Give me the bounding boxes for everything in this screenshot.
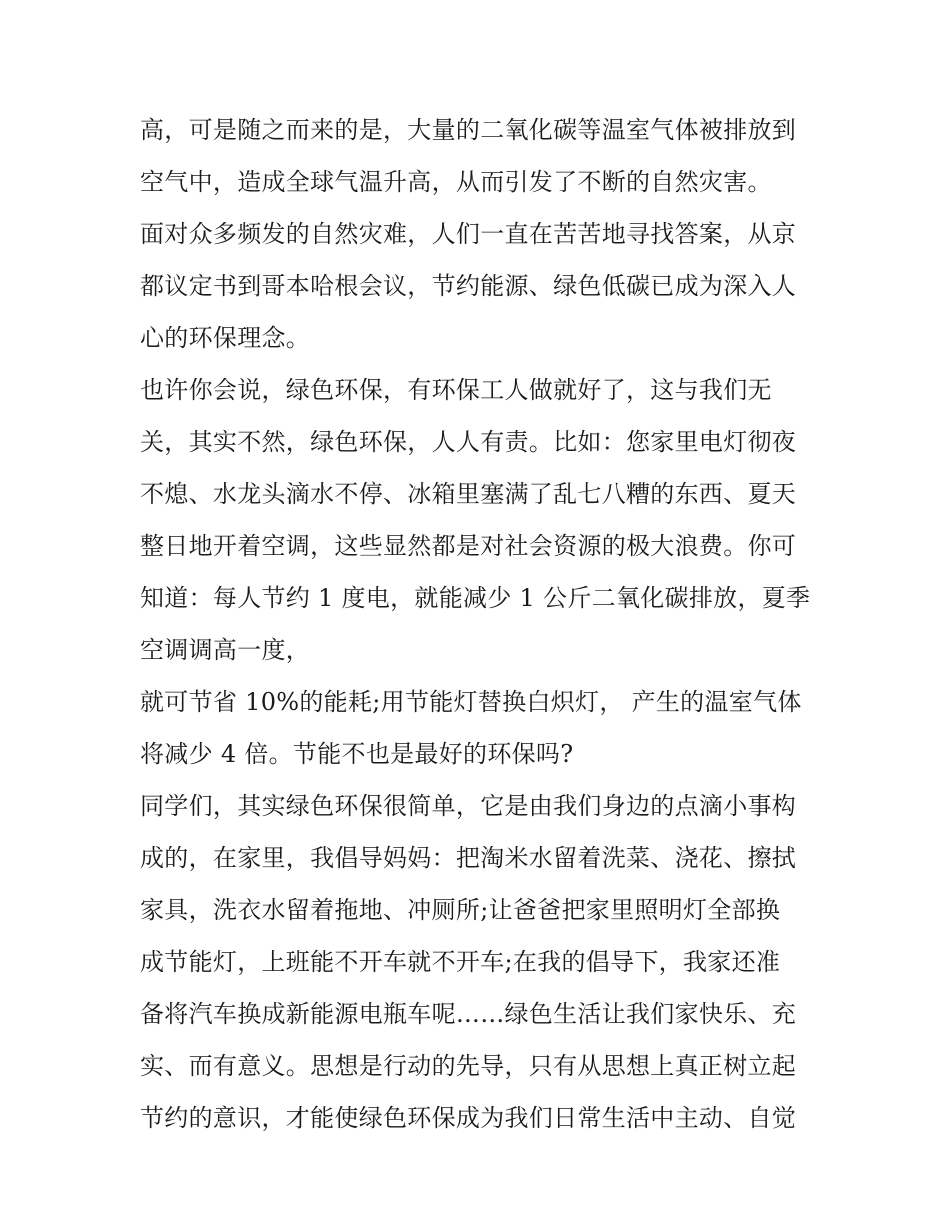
text-line: 成节能灯，上班能不开车就不开车;在我的倡导下，我家还准 [140, 948, 781, 976]
text-line: 备将汽车换成新能源电瓶车呢……绿色生活让我们家快乐、充 [140, 1000, 797, 1028]
text-line: 空气中，造成全球气温升高，从而引发了不断的自然灾害。 [140, 168, 772, 196]
text-line: 空调调高一度， [140, 636, 311, 664]
text-line: 不熄、水龙头滴水不停、冰箱里塞满了乱七八糟的东西、夏天 [140, 480, 797, 508]
text-line: 将减少 4 倍。节能不也是最好的环保吗? [140, 740, 574, 768]
text-line: 高，可是随之而来的是，大量的二氧化碳等温室气体被排放到 [140, 116, 797, 144]
text-line: 关，其实不然，绿色环保，人人有责。比如：您家里电灯彻夜 [140, 428, 797, 456]
text-line: 家具，洗衣水留着拖地、冲厕所;让爸爸把家里照明灯全部换 [140, 896, 781, 924]
text-line: 同学们，其实绿色环保很简单，它是由我们身边的点滴小事构 [140, 792, 797, 820]
text-line: 面对众多频发的自然灾难，人们一直在苦苦地寻找答案，从京 [140, 220, 797, 248]
text-line: 心的环保理念。 [140, 324, 311, 352]
text-line: 整日地开着空调，这些显然都是对社会资源的极大浪费。你可 [140, 532, 797, 560]
text-line: 就可节省 10%的能耗;用节能灯替换白炽灯， 产生的温室气体 [140, 688, 802, 716]
text-line: 也许你会说，绿色环保，有环保工人做就好了，这与我们无 [140, 376, 772, 404]
text-line: 成的，在家里，我倡导妈妈：把淘米水留着洗菜、浇花、擦拭 [140, 844, 797, 872]
text-line: 知道：每人节约 1 度电，就能减少 1 公斤二氧化碳排放，夏季 [140, 584, 811, 612]
body-text [140, 104, 820, 1144]
text-line: 实、而有意义。思想是行动的先导，只有从思想上真正树立起 [140, 1052, 797, 1080]
text-line: 节约的意识，才能使绿色环保成为我们日常生活中主动、自觉 [140, 1104, 797, 1132]
text-line: 都议定书到哥本哈根会议，节约能源、绿色低碳已成为深入人 [140, 272, 797, 300]
